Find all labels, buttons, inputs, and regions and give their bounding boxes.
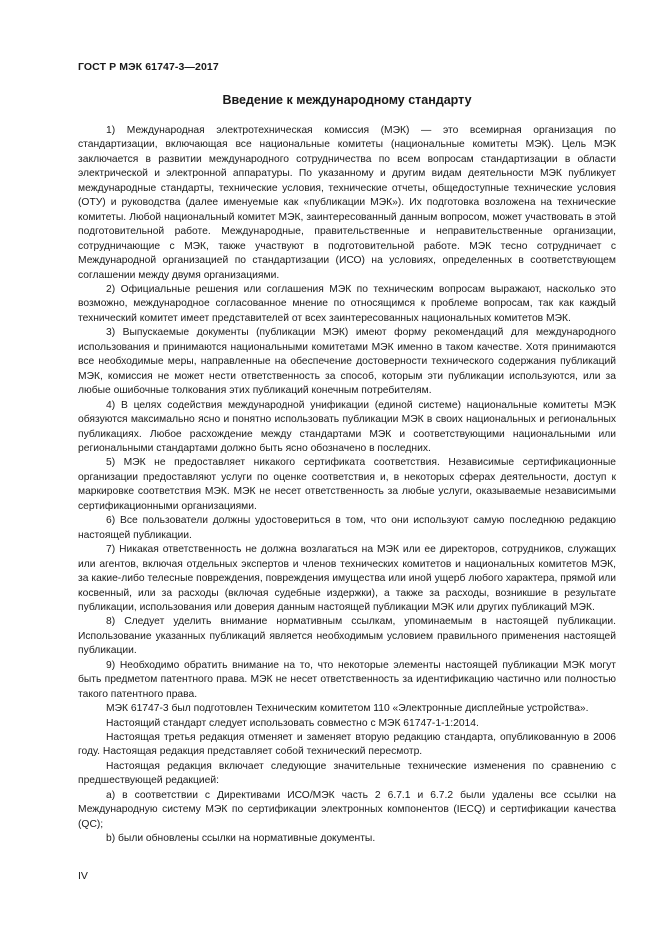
document-code: ГОСТ Р МЭК 61747-3—2017 <box>78 61 219 73</box>
paragraph-3: 3) Выпускаемые документы (публикации МЭК) имеют форму рекомендаций для международного использования и принимаются национальными комитетами МЭК именно в таком качестве. Хотя принимаются все необходимые меры, направленные на обеспечение достоверности технического содержания публикаций МЭК, комиссия не может нести ответственность за способ, которым эти публикации используются, или за любые ошибочные толкования этих публикаций конечным потребителям. <box>78 327 616 397</box>
paragraph-7: 7) Никакая ответственность не должна возлагаться на МЭК или ее директоров, сотрудников, служащих или агентов, включая отдельных экспертов и членов технических комитетов и национальных комитетов МЭК, за какие-либо телесные повреждения, повреждения имущества или иной ущерб любого характера, прямой или косвенный, или за расходы (включая судебные издержки), а также за расходы, возникшие в результате публикации, использования или доверия данным настоящей публикации МЭК или других публикаций МЭК. <box>78 544 616 613</box>
body-text <box>78 124 616 847</box>
paragraph-9: 9) Необходимо обратить внимание на то, что некоторые элементы настоящей публикации МЭК могут быть предметом патентного права. МЭК не несет ответственность за идентификацию частично или полностью такого патентного права. <box>78 659 616 700</box>
page-number: IV <box>78 870 88 882</box>
paragraph-change-b: b) были обновлены ссылки на нормативные документы. <box>106 833 376 845</box>
paragraph-5: 5) МЭК не предоставляет никакого сертификата соответствия. Независимые сертификационные организации предоставляют услуги по оценке соответствия и, в некоторых сферах деятельности, доступ к маркировке соответствия МЭК. МЭК не несет ответственность за любые услуги, оказываемые независимыми сертификационными организациями. <box>78 457 616 512</box>
paragraph-committee: МЭК 61747-3 был подготовлен Техническим комитетом 110 «Электронные дисплейные устройства». <box>106 703 589 715</box>
paragraph-change-a: a) в соответствии с Директивами ИСО/МЭК часть 2 6.7.1 и 6.7.2 были удалены все ссылки на Международную систему МЭК по сертификации электронных компонентов (IECQ) и сертификации качества (QC); <box>78 789 616 830</box>
paragraph-1: 1) Международная электротехническая комиссия (МЭК) — это всемирная организация по стандартизации, включающая все национальные комитеты (национальные комитеты МЭК). Цель МЭК заключается в развитии международного сотрудничества по всем вопросам стандартизации в области электрической и электронной аппаратуры. По указанному и другим видам деятельности МЭК публикует международные стандарты, технические условия, технические отчеты, общедоступные технические условия (ОТУ) и руководства (далее именуемые как «публикации МЭК»). Их подготовка возложена на технические комитеты. Любой национальный комитет МЭК, заинтересованный данным вопросом, может участвовать в этой подготовительной работе. Международные, правительственные и неправительственные организации, сотрудничающие с МЭК, также участвуют в подготовительной работе. МЭК тесно сотрудничает с Международной организацией по стандартизации (ИСО) на условиях, определенных в соответствующем соглашении между двумя организациями. <box>78 125 616 281</box>
paragraph-changes-intro: Настоящая редакция включает следующие значительные технические изменения по сравнению с предшествующей редакцией: <box>78 760 616 787</box>
paragraph-2: 2) Официальные решения или соглашения МЭК по техническим вопросам выражают, насколько это возможно, международное согласованное мнение по относящимся к проблеме вопросам, так как каждый технический комитет имеет представителей от всех заинтересованных национальных комитетов МЭК. <box>78 283 616 324</box>
section-title: Введение к международному стандарту <box>222 93 472 107</box>
paragraph-8: 8) Следует уделить внимание нормативным ссылкам, упоминаемым в настоящей публикации. Использование указанных публикаций является необходимым условием правильного применения настоящей публикации. <box>78 616 616 657</box>
paragraph-edition: Настоящая третья редакция отменяет и заменяет вторую редакцию стандарта, опубликованную в 2006 году. Настоящая редакция представляет собой технический пересмотр. <box>78 732 616 758</box>
paragraph-6: 6) Все пользователи должны удостовериться в том, что они используют самую последнюю редакцию настоящей публикации. <box>78 515 616 541</box>
paragraph-joint-use: Настоящий стандарт следует использовать совместно с МЭК 61747-1-1:2014. <box>106 717 479 729</box>
paragraph-4: 4) В целях содействия международной унификации (единой системе) национальные комитеты МЭК обязуются максимально ясно и понятно использовать публикации МЭК в своих национальных и региональных публикациях. Любое расхождение между стандартами МЭК и соответствующими национальными или региональными стандартами должно быть ясно обозначено в последних. <box>78 399 616 454</box>
